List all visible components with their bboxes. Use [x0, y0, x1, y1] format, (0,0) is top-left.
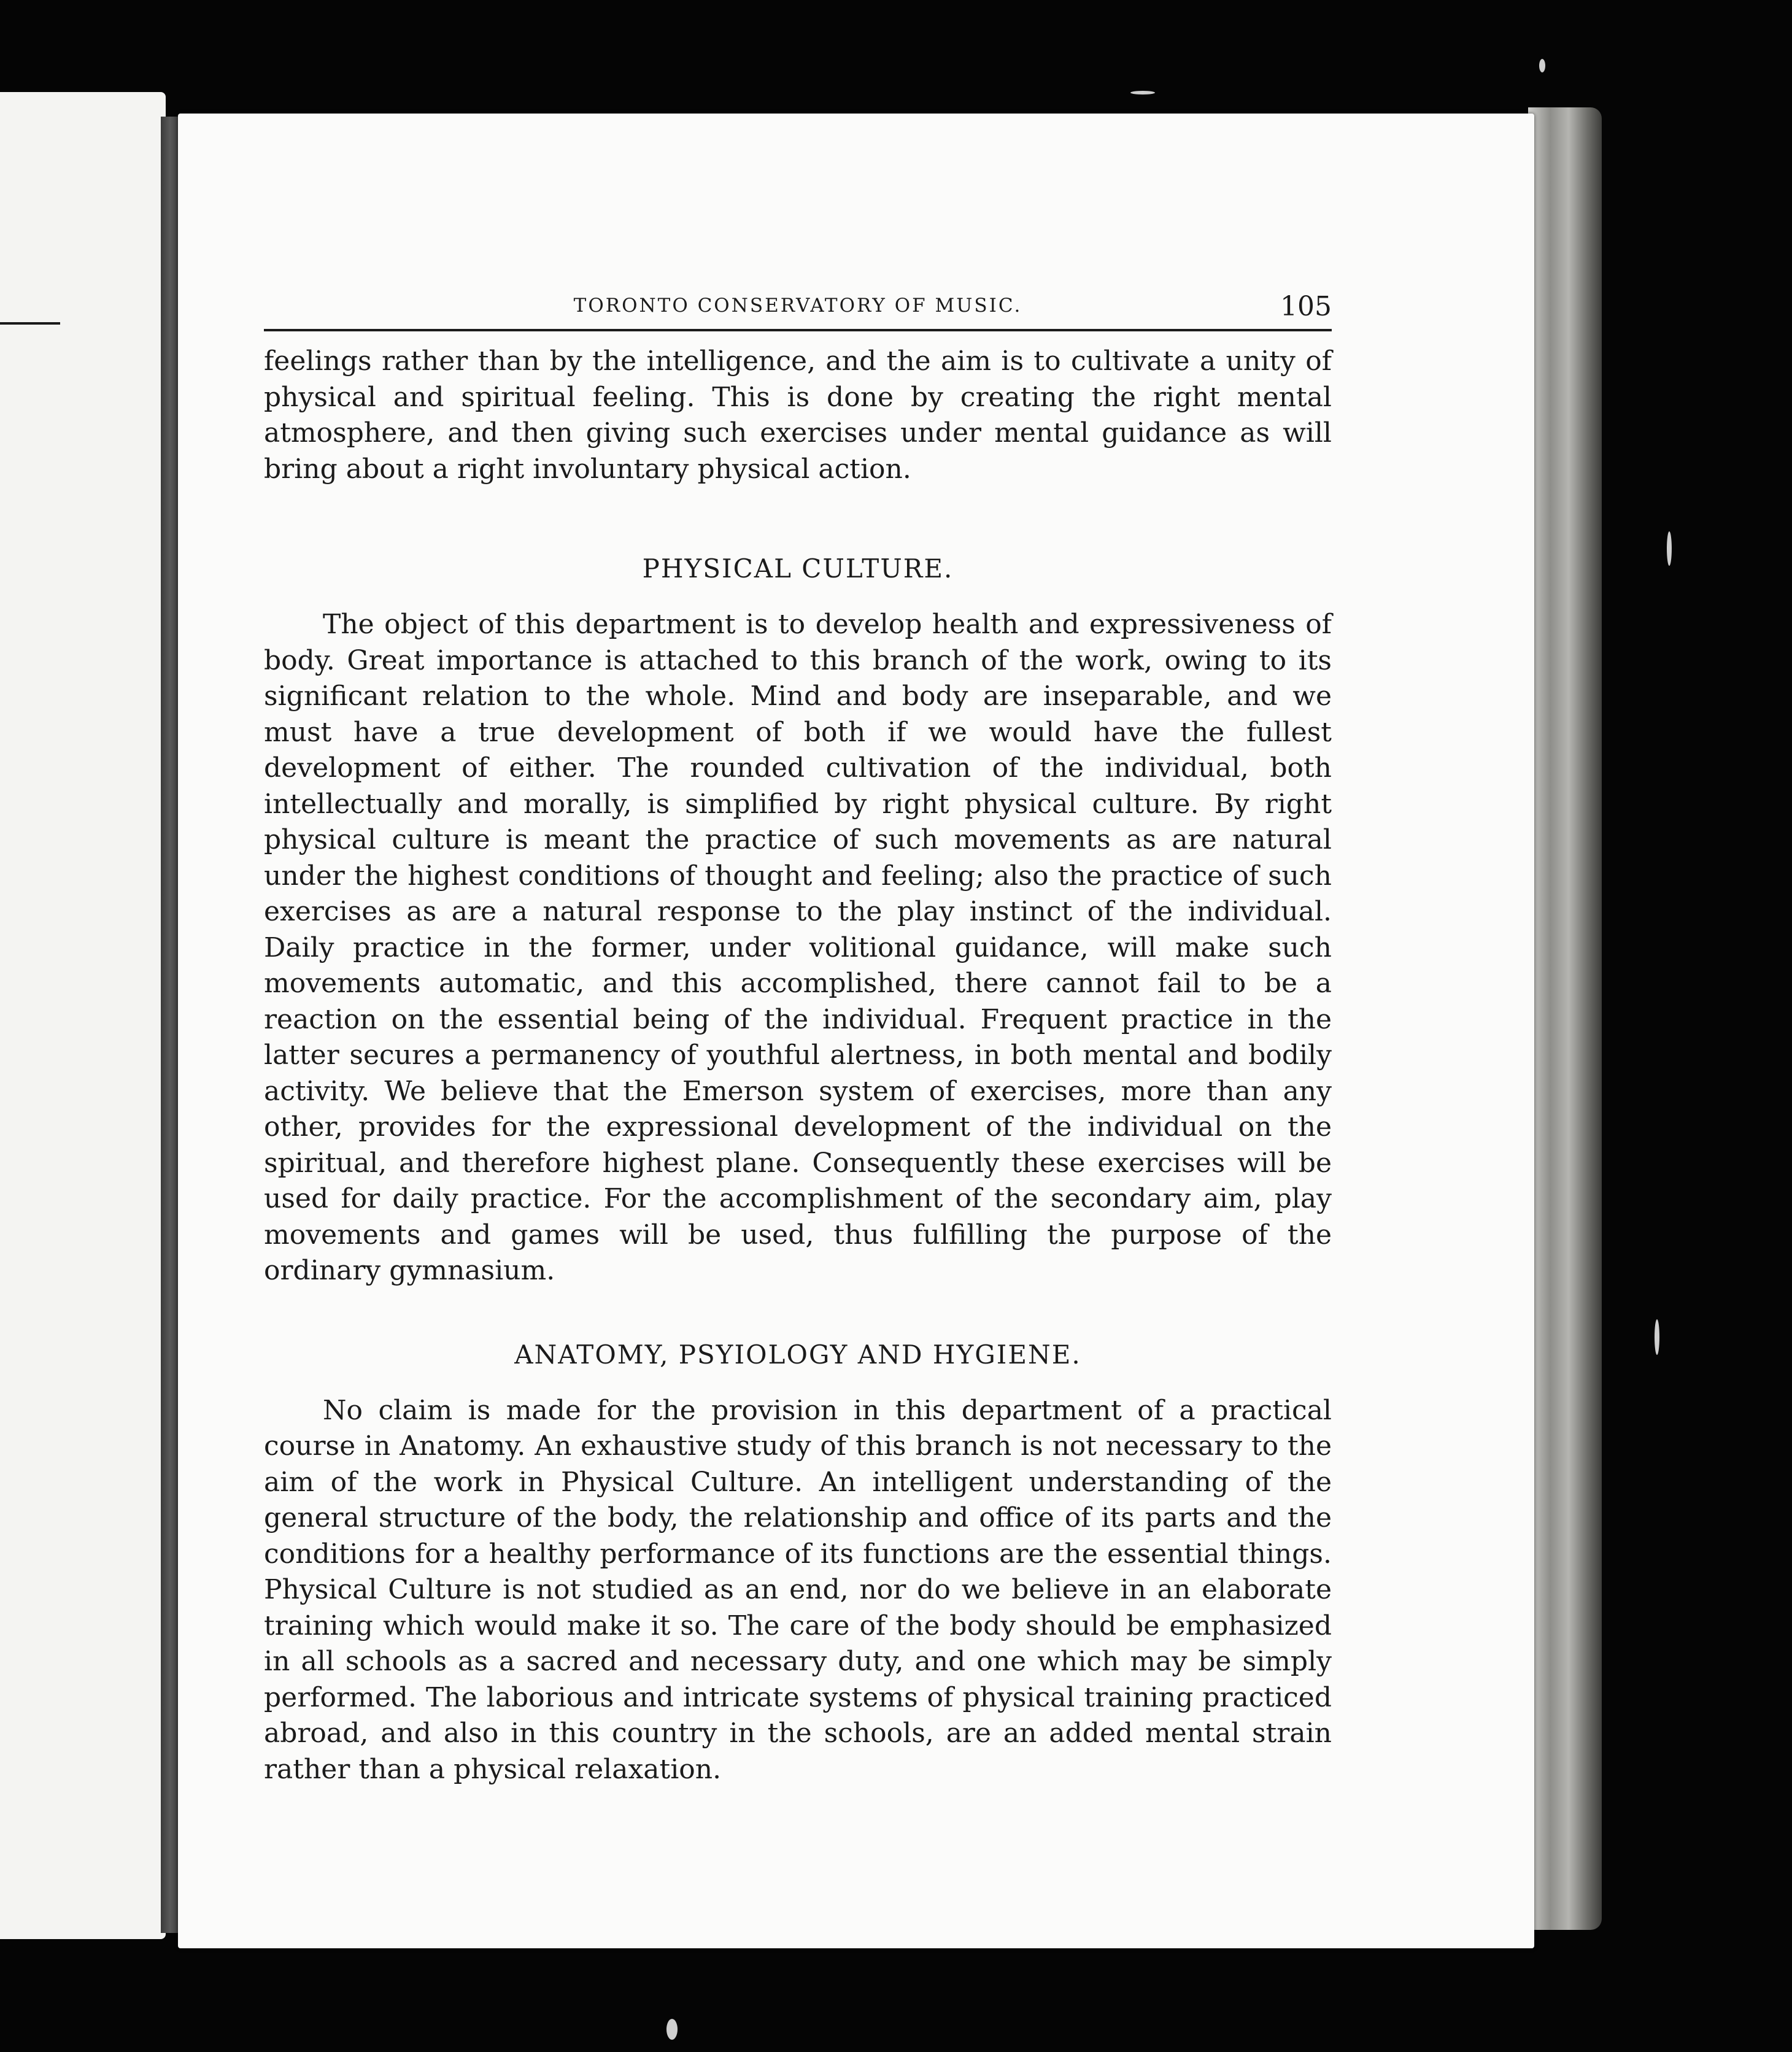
facing-page-fragment: [110, 1410, 166, 1435]
facing-page-fragment: [110, 1300, 166, 1324]
scan-speck: [666, 2019, 678, 2040]
facing-page-fragment: [110, 968, 166, 993]
page-edges: [1528, 107, 1602, 1930]
facing-page-fragment: [110, 668, 166, 692]
facing-page: [0, 92, 166, 1939]
facing-page-fragment: [110, 434, 166, 459]
facing-page-fragment: [110, 1116, 166, 1140]
paragraph-physical-culture: The object of this department is to develop health and expressiveness of body. Great importance is attached to this branch of the work, owing to its significant relation to the whole. Mind and body are inseparable, and we must have a true development of both if we would have the fullest development of either. The rounded cultivation of the individual, both intellectually and morally, is simplified by right physical culture. By right physical culture is meant the practice of such movements as are natural under the highest conditions of thought and feeling; also the practice of such exercises as are a natural response to the play instinct of the individual. Daily practice in the former, under volitional guidance, will make such movements automatic, and this accomplished, there cannot fail to be a reaction on the essential being of the individual. Frequent practice in the latter secures a permanency of youthful alertness, in both mental and bodily activity. We believe that the Emerson system of exercises, more than any other, provides for the expressional development of the individual on the spiritual, and therefore highest plane. Consequently these exercises will be used for daily practice. For the accomplishment of the secondary aim, play movements and games will be used, thus fulfilling the purpose of the ordinary gymnasium.: [264, 609, 1332, 1286]
facing-page-fragment: [110, 1336, 166, 1361]
heading-physical-culture: PHYSICAL CULTURE.: [642, 554, 954, 584]
facing-page-fragment: [110, 1005, 166, 1030]
paragraph-opening: feelings rather than by the intelligence, and the aim is to cultivate a unity of physical and spiritual feeling. This is done by creating the right mental atmosphere, and then giving such exercises under mental guidance as will bring about a right involuntary physical action.: [264, 345, 1332, 485]
page-number: 105: [1280, 291, 1332, 322]
facing-page-fragment: [110, 1263, 166, 1287]
facing-page-fragment: [110, 778, 166, 803]
facing-page-fragment: [110, 1226, 166, 1251]
facing-page-fragment: [110, 704, 166, 729]
scan-speck: [1539, 59, 1545, 72]
scan-speck: [1667, 531, 1672, 566]
facing-page-fragment: [110, 1189, 166, 1214]
facing-page-fragment: [110, 398, 166, 422]
running-title: TORONTO CONSERVATORY OF MUSIC.: [573, 295, 1022, 317]
header-rule: [264, 329, 1332, 331]
facing-page-rule: [0, 322, 60, 325]
scan-speck: [1655, 1319, 1659, 1355]
facing-page-fragment: [110, 815, 166, 839]
heading-anatomy: ANATOMY, PSYIOLOGY AND HYGIENE.: [514, 1339, 1081, 1370]
facing-page-fragment: [110, 1557, 166, 1582]
paragraph-anatomy: No claim is made for the provision in this department of a practical course in Anatomy. An exhaustive study of this branch is not necessary to the aim of the work in Physical Culture. An intelligent understanding of the general structure of the body, the relationship and office of its parts and the conditions for a healthy performance of its functions are the essential things. Physical Culture is not studied as an end, nor do we believe in an elaborate training which would make it so. The care of the body should be emphasized in all schools as a sacred and necessary duty, and one which may be simply performed. The laborious and intricate systems of physical training practiced abroad, and also in this country in the schools, are an added mental strain rather than a physical relaxation.: [264, 1394, 1332, 1785]
scan-speck: [1130, 91, 1155, 94]
facing-page-fragment: [110, 1079, 166, 1103]
facing-page-fragment: [110, 1373, 166, 1398]
facing-page-fragment: [110, 361, 166, 385]
facing-page-fragment: [110, 1152, 166, 1177]
running-head: [264, 288, 1332, 331]
facing-page-fragment: [110, 1447, 166, 1472]
page-content: [264, 288, 1332, 1788]
facing-page-fragment: [110, 741, 166, 766]
facing-page-fragment: [110, 631, 166, 655]
facing-page-fragment: [110, 1521, 166, 1545]
facing-page-fragment: [110, 1042, 166, 1066]
facing-page-fragment: [110, 594, 166, 619]
